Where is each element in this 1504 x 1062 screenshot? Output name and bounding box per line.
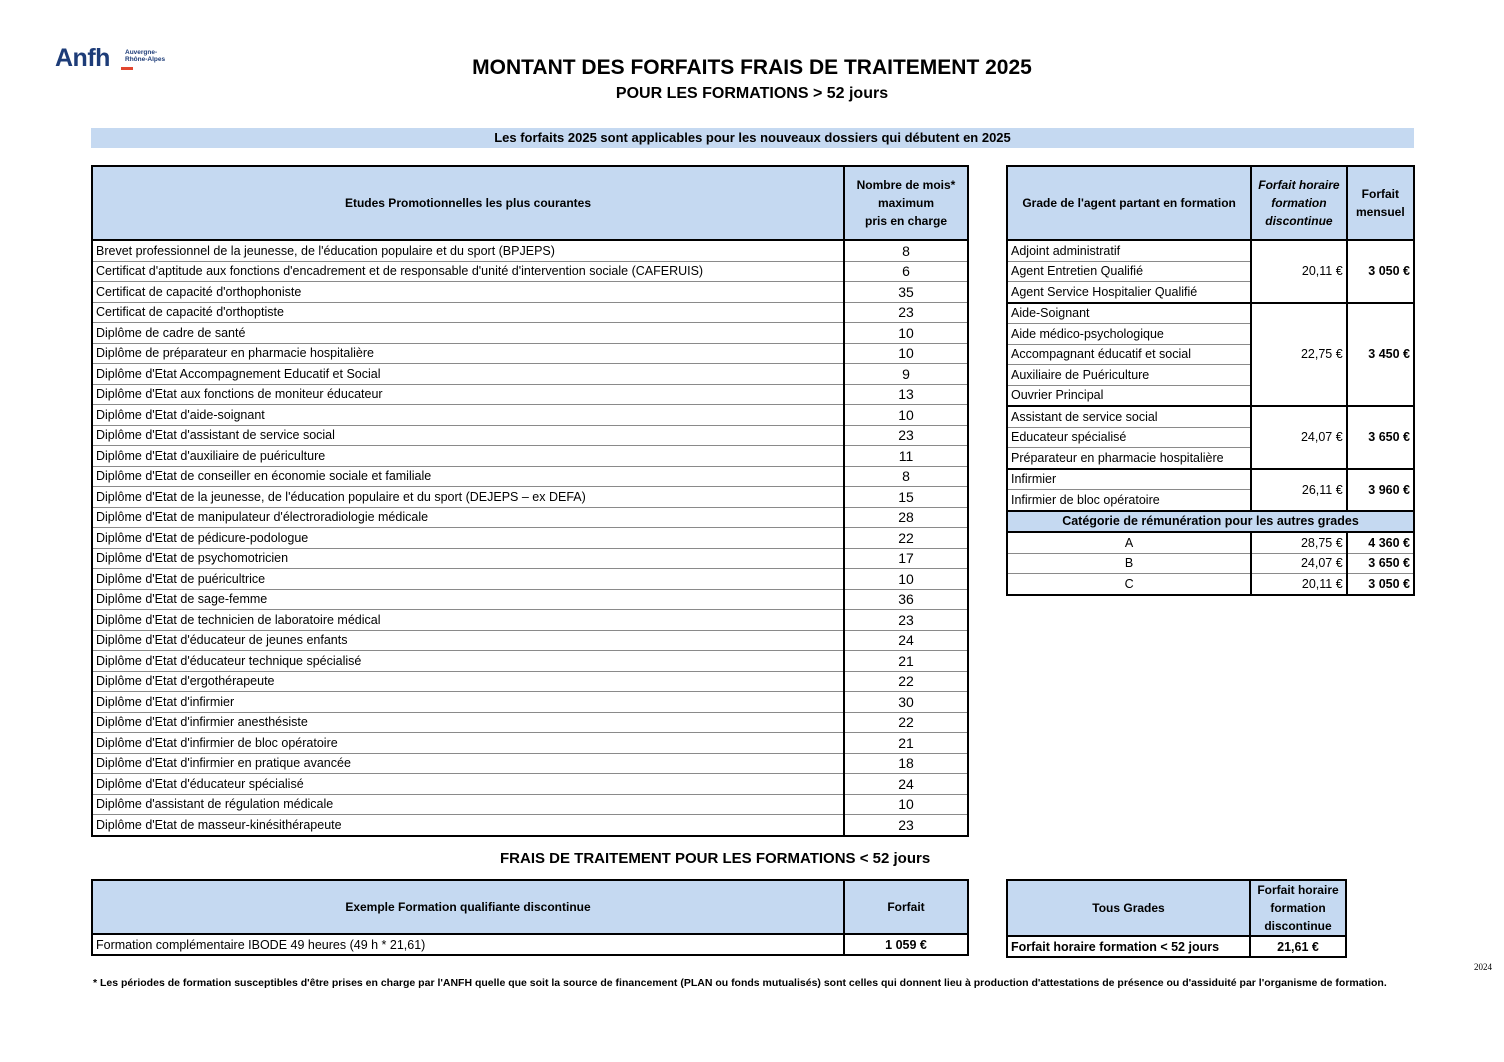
table-row xyxy=(92,240,968,261)
grade-label: Préparateur en pharmacie hospitalière xyxy=(1007,448,1251,469)
study-months: 9 xyxy=(844,364,968,385)
table-row xyxy=(92,651,968,672)
table-row xyxy=(92,466,968,487)
study-months: 23 xyxy=(844,302,968,323)
grade-label: Educateur spécialisé xyxy=(1007,427,1251,448)
all-grades-table xyxy=(1006,879,1347,958)
table-row xyxy=(1007,936,1346,957)
table-row xyxy=(92,934,968,955)
studies-header-months: Nombre de mois* maximum pris en charge xyxy=(844,166,968,240)
category-header: Catégorie de rémunération pour les autres grades xyxy=(1007,511,1414,533)
all-grades-row-value: 21,61 € xyxy=(1250,936,1346,957)
category-hourly-rate: 20,11 € xyxy=(1251,574,1346,595)
table-row xyxy=(92,528,968,549)
study-months: 22 xyxy=(844,671,968,692)
study-months: 23 xyxy=(844,815,968,836)
study-months: 21 xyxy=(844,651,968,672)
table-row xyxy=(92,343,968,364)
study-label: Diplôme d'assistant de régulation médicale xyxy=(92,794,844,815)
study-label: Diplôme d'Etat d'éducateur technique spécialisé xyxy=(92,651,844,672)
study-months: 11 xyxy=(844,446,968,467)
table-row xyxy=(1007,553,1414,574)
table-row xyxy=(92,507,968,528)
table-row xyxy=(92,794,968,815)
grades-header-grade: Grade de l'agent partant en formation xyxy=(1007,166,1251,240)
page-subtitle: POUR LES FORMATIONS > 52 jours xyxy=(615,85,889,102)
all-grades-header: Tous Grades xyxy=(1007,880,1250,936)
study-label: Diplôme d'Etat de masseur-kinésithérapeute xyxy=(92,815,844,836)
short-header-row xyxy=(92,880,968,934)
grade-label: Agent Entretien Qualifié xyxy=(1007,261,1251,282)
short-header-forfait: Forfait xyxy=(844,880,968,934)
all-grades-header-row xyxy=(1007,880,1346,936)
study-label: Diplôme d'Etat d'infirmier en pratique avancée xyxy=(92,753,844,774)
grade-hourly-rate: 22,75 € xyxy=(1251,303,1346,407)
study-months: 8 xyxy=(844,240,968,261)
study-label: Certificat de capacité d'orthophoniste xyxy=(92,282,844,303)
grade-label: Accompagnant éducatif et social xyxy=(1007,344,1251,365)
grades-header-hourly: Forfait horaire formation discontinue xyxy=(1251,166,1346,240)
study-months: 23 xyxy=(844,425,968,446)
table-row xyxy=(92,712,968,733)
study-months: 13 xyxy=(844,384,968,405)
study-label: Diplôme d'Etat d'auxiliaire de puériculture xyxy=(92,446,844,467)
grade-label: Assistant de service social xyxy=(1007,406,1251,427)
short-example-table xyxy=(91,879,969,956)
study-months: 35 xyxy=(844,282,968,303)
study-label: Diplôme d'Etat de la jeunesse, de l'éducation populaire et du sport (DEJEPS – ex DEFA) xyxy=(92,487,844,508)
grade-label: Infirmier de bloc opératoire xyxy=(1007,490,1251,511)
study-label: Diplôme d'Etat de technicien de laboratoire médical xyxy=(92,610,844,631)
table-row xyxy=(92,753,968,774)
study-label: Certificat de capacité d'orthoptiste xyxy=(92,302,844,323)
grade-monthly-rate: 3 960 € xyxy=(1347,469,1414,511)
page-title: MONTANT DES FORFAITS FRAIS DE TRAITEMENT 2025 xyxy=(472,56,1032,79)
study-months: 28 xyxy=(844,507,968,528)
info-banner: Les forfaits 2025 sont applicables pour les nouveaux dossiers qui débutent en 2025 xyxy=(91,128,1414,148)
table-row xyxy=(92,405,968,426)
study-months: 21 xyxy=(844,733,968,754)
category-letter: A xyxy=(1007,532,1251,553)
study-months: 10 xyxy=(844,405,968,426)
study-label: Diplôme d'Etat d'éducateur de jeunes enfants xyxy=(92,630,844,651)
study-months: 10 xyxy=(844,323,968,344)
study-months: 8 xyxy=(844,466,968,487)
table-row xyxy=(92,364,968,385)
table-row xyxy=(1007,303,1414,324)
table-row xyxy=(92,487,968,508)
grade-label: Agent Service Hospitalier Qualifié xyxy=(1007,282,1251,303)
study-label: Diplôme d'Etat d'assistant de service social xyxy=(92,425,844,446)
study-label: Diplôme d'Etat aux fonctions de moniteur éducateur xyxy=(92,384,844,405)
study-months: 15 xyxy=(844,487,968,508)
table-row xyxy=(92,548,968,569)
study-months: 23 xyxy=(844,610,968,631)
study-label: Brevet professionnel de la jeunesse, de l'éducation populaire et du sport (BPJEPS) xyxy=(92,240,844,261)
study-months: 24 xyxy=(844,630,968,651)
grade-label: Auxiliaire de Puériculture xyxy=(1007,365,1251,386)
category-hourly-rate: 24,07 € xyxy=(1251,553,1346,574)
grades-header-monthly: Forfait mensuel xyxy=(1347,166,1414,240)
table-row xyxy=(92,733,968,754)
grade-hourly-rate: 20,11 € xyxy=(1251,240,1346,303)
study-label: Diplôme d'Etat d'infirmier xyxy=(92,692,844,713)
table-row xyxy=(92,815,968,836)
study-months: 10 xyxy=(844,794,968,815)
category-letter: B xyxy=(1007,553,1251,574)
study-months: 22 xyxy=(844,528,968,549)
study-label: Diplôme d'Etat d'aide-soignant xyxy=(92,405,844,426)
study-label: Diplôme d'Etat Accompagnement Educatif et Social xyxy=(92,364,844,385)
study-months: 24 xyxy=(844,774,968,795)
logo-text: Anfh xyxy=(55,44,110,72)
short-row-forfait: 1 059 € xyxy=(844,934,968,955)
grade-hourly-rate: 26,11 € xyxy=(1251,469,1346,511)
table-row xyxy=(92,774,968,795)
table-row xyxy=(1007,574,1414,595)
grade-label: Ouvrier Principal xyxy=(1007,385,1251,406)
study-label: Diplôme d'Etat d'infirmier de bloc opératoire xyxy=(92,733,844,754)
study-months: 6 xyxy=(844,261,968,282)
table-row xyxy=(92,692,968,713)
grade-monthly-rate: 3 050 € xyxy=(1347,240,1414,303)
study-label: Diplôme de préparateur en pharmacie hospitalière xyxy=(92,343,844,364)
grade-hourly-rate: 24,07 € xyxy=(1251,406,1346,469)
table-row xyxy=(1007,406,1414,427)
category-monthly-rate: 3 050 € xyxy=(1347,574,1414,595)
category-monthly-rate: 3 650 € xyxy=(1347,553,1414,574)
grades-table xyxy=(1006,165,1415,596)
short-section-title: FRAIS DE TRAITEMENT POUR LES FORMATIONS < 52 jours xyxy=(500,850,931,867)
grade-label: Infirmier xyxy=(1007,469,1251,490)
table-row xyxy=(92,569,968,590)
study-months: 22 xyxy=(844,712,968,733)
study-months: 36 xyxy=(844,589,968,610)
study-months: 10 xyxy=(844,569,968,590)
short-header-label: Exemple Formation qualifiante discontinue xyxy=(92,880,844,934)
study-label: Diplôme d'Etat d'éducateur spécialisé xyxy=(92,774,844,795)
study-months: 18 xyxy=(844,753,968,774)
table-row xyxy=(92,610,968,631)
table-row xyxy=(92,589,968,610)
all-grades-hourly-header: Forfait horaire formation discontinue xyxy=(1250,880,1346,936)
studies-header-row xyxy=(92,166,968,240)
grade-monthly-rate: 3 450 € xyxy=(1347,303,1414,407)
study-label: Diplôme d'Etat de sage-femme xyxy=(92,589,844,610)
study-months: 30 xyxy=(844,692,968,713)
table-row xyxy=(92,446,968,467)
grade-label: Aide-Soignant xyxy=(1007,303,1251,324)
logo-region: Auvergne- Rhône-Alpes xyxy=(125,49,166,63)
category-hourly-rate: 28,75 € xyxy=(1251,532,1346,553)
table-row xyxy=(1007,532,1414,553)
study-label: Diplôme d'Etat de manipulateur d'électroradiologie médicale xyxy=(92,507,844,528)
table-row xyxy=(1007,240,1414,261)
grade-label: Aide médico-psychologique xyxy=(1007,324,1251,345)
table-row xyxy=(92,425,968,446)
footnote: * Les périodes de formation susceptibles d'être prises en charge par l'ANFH quelle que soit la source de financement (PLAN ou fonds mutualisés) sont celles qui donnent lieu à production d'attestations de présence ou d'assiduité par l'organisme de formation. xyxy=(93,977,1387,989)
study-label: Diplôme d'Etat de puéricultrice xyxy=(92,569,844,590)
study-label: Diplôme d'Etat de pédicure-podologue xyxy=(92,528,844,549)
table-row xyxy=(92,384,968,405)
studies-table xyxy=(91,165,969,837)
table-row xyxy=(92,302,968,323)
year-mark: 2024 xyxy=(1474,962,1492,972)
studies-header-label: Etudes Promotionnelles les plus courantes xyxy=(92,166,844,240)
table-row xyxy=(92,282,968,303)
table-row xyxy=(92,671,968,692)
study-label: Diplôme d'Etat de psychomotricien xyxy=(92,548,844,569)
study-label: Diplôme d'Etat d'ergothérapeute xyxy=(92,671,844,692)
table-row xyxy=(92,630,968,651)
table-row xyxy=(1007,469,1414,490)
grade-label: Adjoint administratif xyxy=(1007,240,1251,261)
study-label: Diplôme d'Etat d'infirmier anesthésiste xyxy=(92,712,844,733)
grade-monthly-rate: 3 650 € xyxy=(1347,406,1414,469)
short-row-label: Formation complémentaire IBODE 49 heures (49 h * 21,61) xyxy=(96,937,426,952)
all-grades-row-label: Forfait horaire formation < 52 jours xyxy=(1011,939,1220,954)
study-label: Diplôme de cadre de santé xyxy=(92,323,844,344)
category-letter: C xyxy=(1007,574,1251,595)
study-months: 10 xyxy=(844,343,968,364)
table-row xyxy=(92,323,968,344)
study-label: Diplôme d'Etat de conseiller en économie sociale et familiale xyxy=(92,466,844,487)
study-label: Certificat d'aptitude aux fonctions d'encadrement et de responsable d'unité d'intervention sociale (CAFERUIS) xyxy=(92,261,844,282)
category-monthly-rate: 4 360 € xyxy=(1347,532,1414,553)
table-row xyxy=(92,261,968,282)
grades-header-row xyxy=(1007,166,1414,240)
category-header-row xyxy=(1007,511,1414,533)
study-months: 17 xyxy=(844,548,968,569)
